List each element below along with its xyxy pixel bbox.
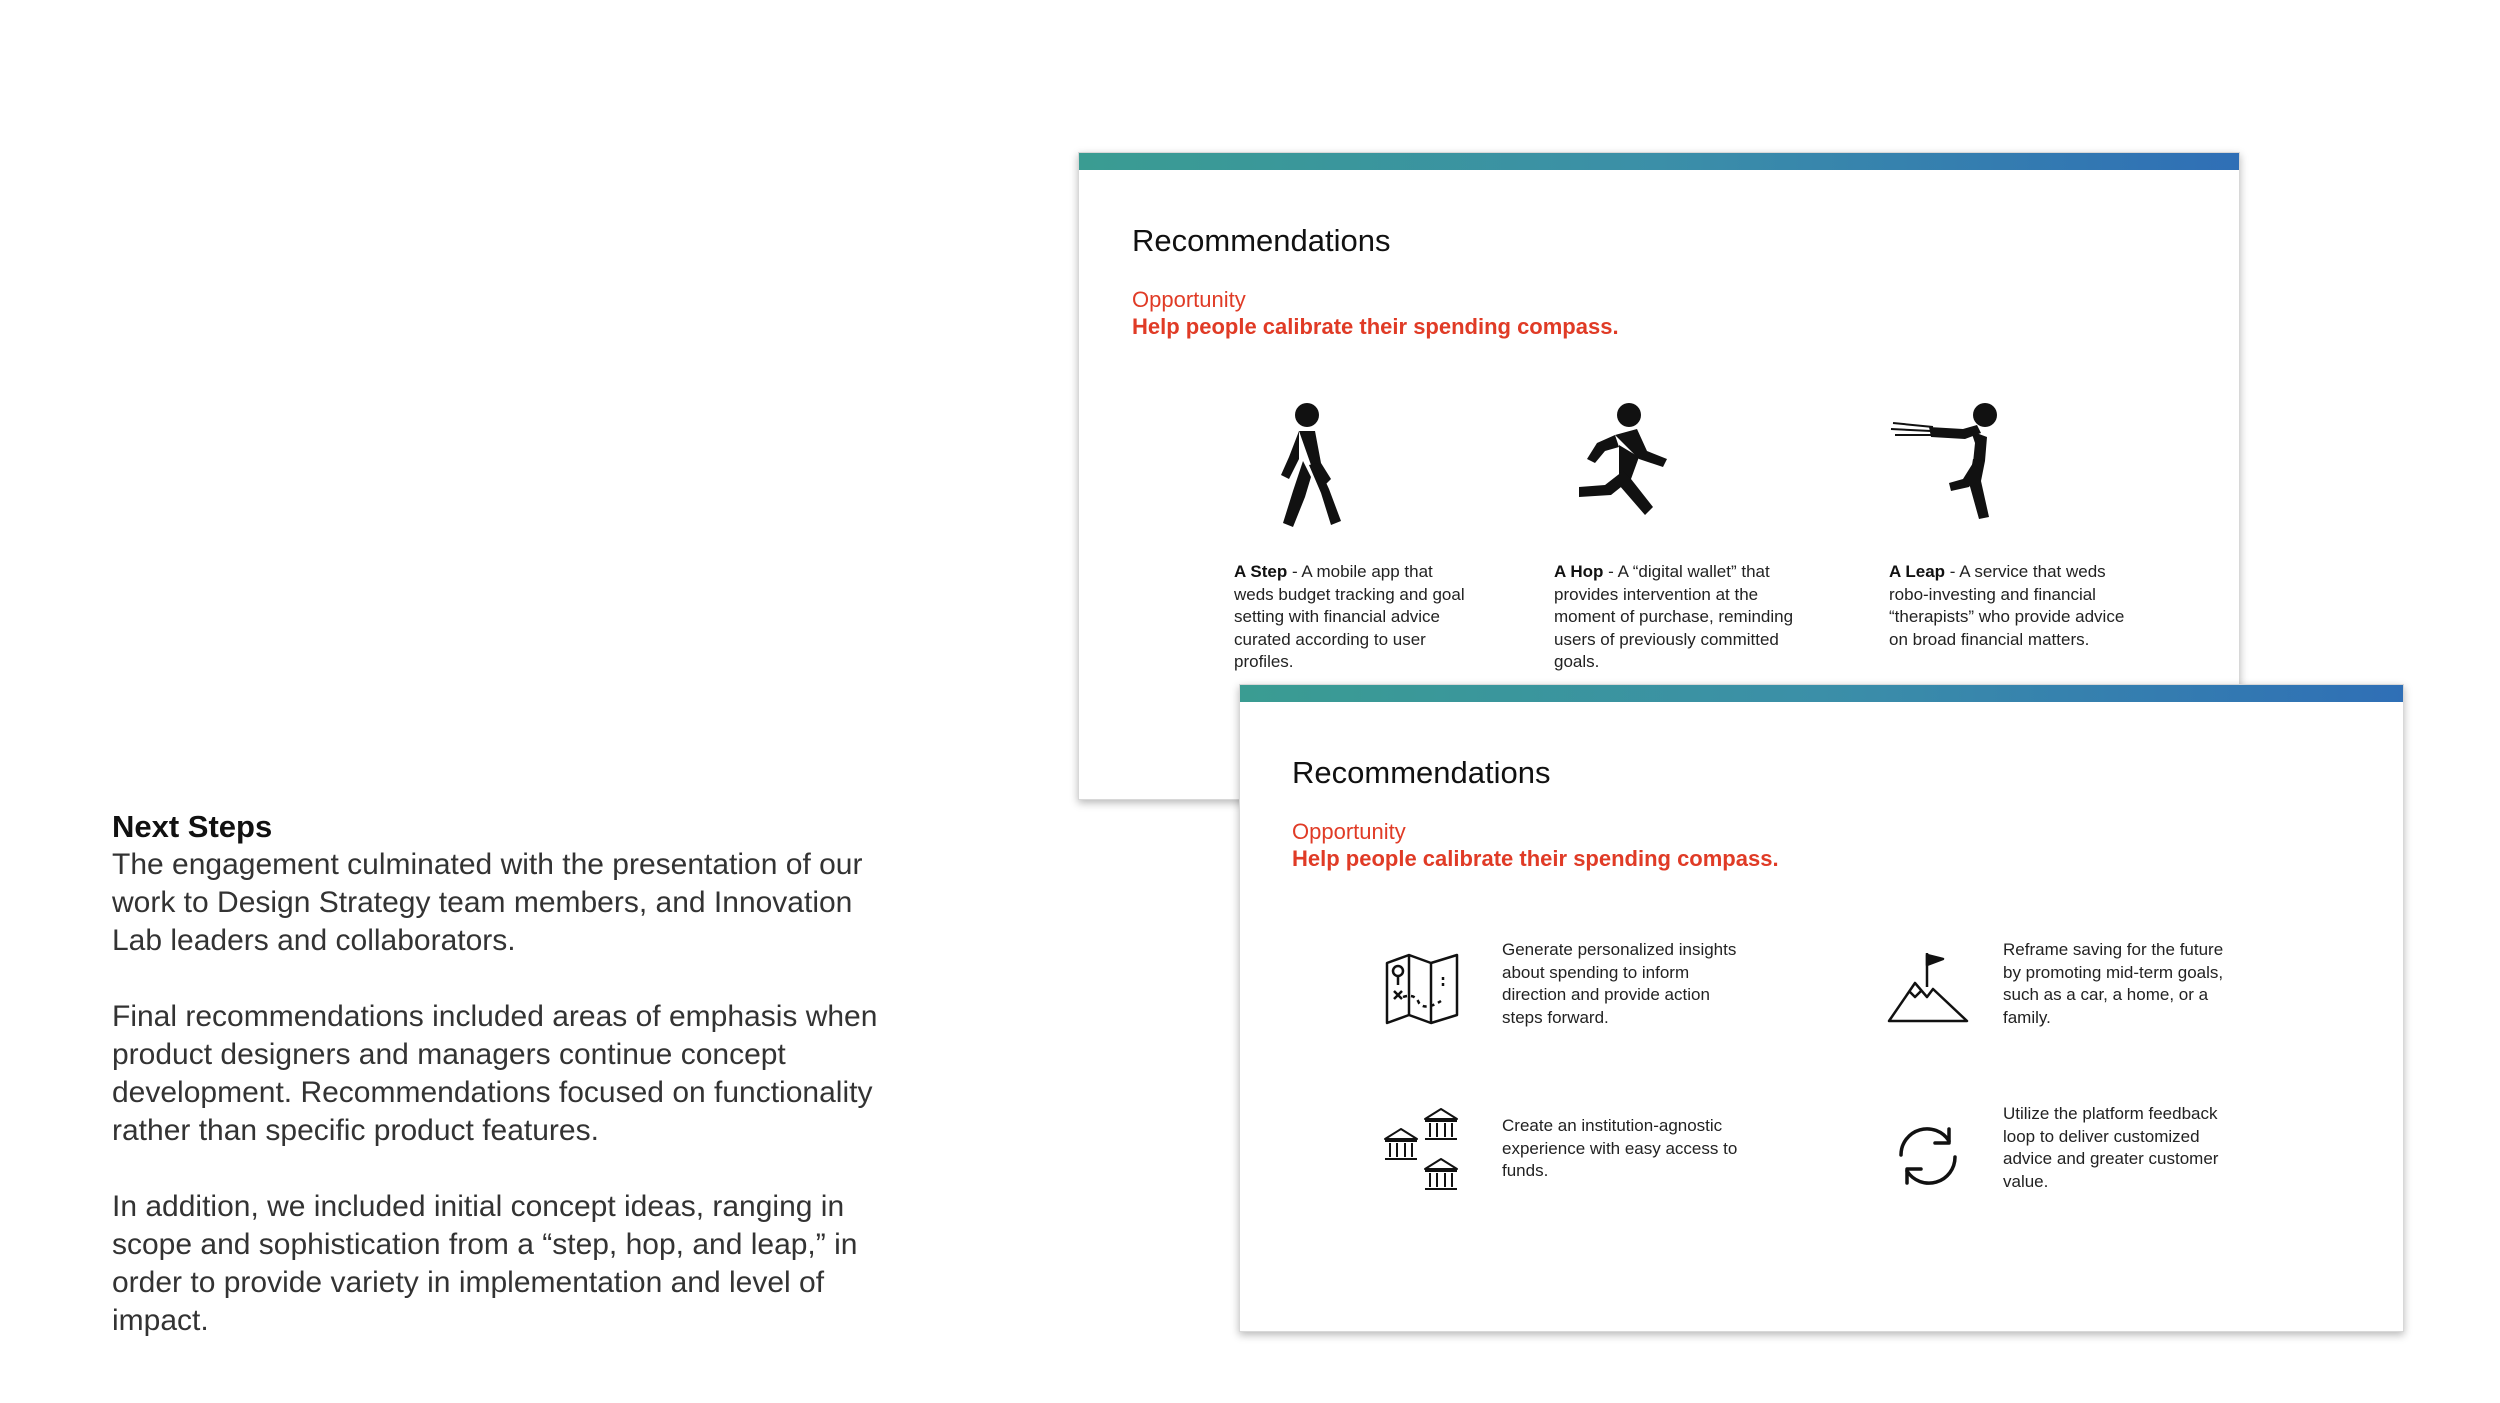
item-insights-text: Generate personalized insights about spending to inform direction and provide action steps forward. [1502, 940, 1737, 1027]
next-steps-paragraph-2: Final recommendations included areas of emphasis when product designers and managers continue concept development. Recommendations focused on functionality rather than specific product features. [112, 1000, 878, 1147]
concept-step-caption [1234, 561, 1474, 674]
slide-header-bar [1240, 685, 2403, 702]
map-icon [1379, 945, 1469, 1035]
leaping-person-icon [1889, 401, 2019, 531]
banks-icon [1379, 1105, 1469, 1195]
concept-hop-name: A Hop [1554, 562, 1604, 581]
concept-step-description: - A mobile app that weds budget tracking and goal setting with financial advice curated according to user profiles. [1234, 562, 1465, 671]
next-steps-paragraph-3: In addition, we included initial concept ideas, ranging in scope and sophistication from a “step, hop, and leap,” in order to provide variety in implementation and level of impact. [112, 1190, 858, 1337]
concept-step-name: A Step [1234, 562, 1288, 581]
opportunity-label: Opportunity [1132, 287, 1246, 312]
item-institution-text: Create an institution-agnostic experience with easy access to funds. [1502, 1116, 1738, 1180]
concept-leap-description: - A service that weds robo-investing and financial “therapists” who provide advice on broad financial matters. [1889, 562, 2125, 649]
concept-hop-caption [1554, 561, 1794, 674]
mountain-flag-icon [1883, 945, 1973, 1035]
opportunity-text: Help people calibrate their spending compass. [1132, 314, 1619, 339]
next-steps-section [112, 808, 892, 1378]
slide-header-bar [1079, 153, 2239, 170]
running-person-icon [1557, 401, 1687, 531]
slide-recommendation-items [1239, 684, 2404, 1332]
concept-leap-name: A Leap [1889, 562, 1946, 581]
opportunity-label: Opportunity [1292, 819, 1406, 844]
refresh-loop-icon [1883, 1111, 1973, 1201]
item-saving-text: Reframe saving for the future by promoting mid-term goals, such as a car, a home, or a family. [2003, 940, 2224, 1027]
slide-title: Recommendations [1292, 755, 1551, 790]
next-steps-heading: Next Steps [112, 809, 273, 844]
concept-hop-description: - A “digital wallet” that provides intervention at the moment of purchase, reminding users of previously committed goals. [1554, 562, 1794, 671]
concept-leap-caption [1889, 561, 2129, 651]
slide-title: Recommendations [1132, 223, 1391, 258]
item-feedback-text: Utilize the platform feedback loop to deliver customized advice and greater customer value. [2003, 1104, 2219, 1191]
opportunity-text: Help people calibrate their spending compass. [1292, 846, 1779, 871]
next-steps-paragraph-1: The engagement culminated with the presentation of our work to Design Strategy team members, and Innovation Lab leaders and collaborators. [112, 848, 863, 957]
walking-person-icon [1241, 401, 1371, 531]
